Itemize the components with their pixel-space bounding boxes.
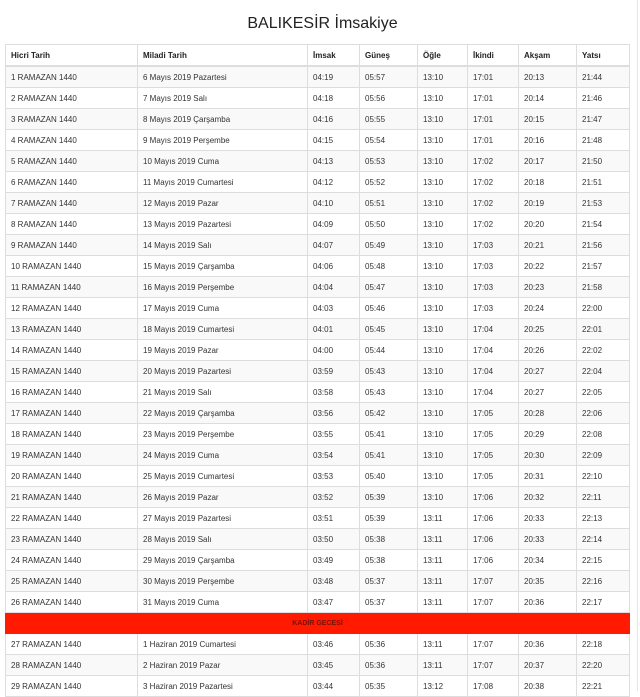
miladi-date-cell: 9 Mayıs 2019 Perşembe: [138, 130, 308, 151]
hicri-date-cell: 26 RAMAZAN 1440: [6, 592, 138, 613]
ikindi-cell: 17:04: [468, 319, 519, 340]
ogle-cell: 13:10: [418, 256, 468, 277]
miladi-date-cell: 19 Mayıs 2019 Pazar: [138, 340, 308, 361]
imsak-cell: 03:44: [308, 676, 360, 697]
miladi-date-cell: 12 Mayıs 2019 Pazar: [138, 193, 308, 214]
ikindi-cell: 17:05: [468, 445, 519, 466]
imsak-cell: 04:13: [308, 151, 360, 172]
imsak-cell: 03:58: [308, 382, 360, 403]
ikindi-cell: 17:01: [468, 66, 519, 88]
table-row: [6, 466, 630, 487]
col-header-ogle: Öğle: [418, 45, 468, 67]
miladi-date-cell: 18 Mayıs 2019 Cumartesi: [138, 319, 308, 340]
gunes-cell: 05:46: [360, 298, 418, 319]
aksam-cell: 20:13: [519, 66, 577, 88]
ogle-cell: 13:10: [418, 235, 468, 256]
yatsi-cell: 22:10: [577, 466, 630, 487]
table-row: [6, 571, 630, 592]
aksam-cell: 20:25: [519, 319, 577, 340]
aksam-cell: 20:27: [519, 382, 577, 403]
hicri-date-cell: 16 RAMAZAN 1440: [6, 382, 138, 403]
miladi-date-cell: 3 Haziran 2019 Pazartesi: [138, 676, 308, 697]
ikindi-cell: 17:04: [468, 382, 519, 403]
ikindi-cell: 17:07: [468, 571, 519, 592]
gunes-cell: 05:51: [360, 193, 418, 214]
miladi-date-cell: 24 Mayıs 2019 Cuma: [138, 445, 308, 466]
gunes-cell: 05:41: [360, 424, 418, 445]
col-header-imsak: İmsak: [308, 45, 360, 67]
imsak-cell: 04:18: [308, 88, 360, 109]
miladi-date-cell: 11 Mayıs 2019 Cumartesi: [138, 172, 308, 193]
table-row: [6, 655, 630, 676]
ogle-cell: 13:10: [418, 109, 468, 130]
miladi-date-cell: 6 Mayıs 2019 Pazartesi: [138, 66, 308, 88]
ikindi-cell: 17:06: [468, 550, 519, 571]
table-row: [6, 550, 630, 571]
yatsi-cell: 22:15: [577, 550, 630, 571]
ogle-cell: 13:11: [418, 550, 468, 571]
aksam-cell: 20:36: [519, 592, 577, 613]
ogle-cell: 13:10: [418, 340, 468, 361]
table-row: [6, 319, 630, 340]
ikindi-cell: 17:02: [468, 193, 519, 214]
miladi-date-cell: 26 Mayıs 2019 Pazar: [138, 487, 308, 508]
gunes-cell: 05:44: [360, 340, 418, 361]
gunes-cell: 05:39: [360, 508, 418, 529]
col-header-gunes: Güneş: [360, 45, 418, 67]
col-header-miladi: Miladi Tarih: [138, 45, 308, 67]
yatsi-cell: 22:11: [577, 487, 630, 508]
yatsi-cell: 22:16: [577, 571, 630, 592]
ikindi-cell: 17:05: [468, 424, 519, 445]
imsak-cell: 04:10: [308, 193, 360, 214]
aksam-cell: 20:22: [519, 256, 577, 277]
yatsi-cell: 22:00: [577, 298, 630, 319]
imsak-cell: 03:59: [308, 361, 360, 382]
imsak-cell: 04:12: [308, 172, 360, 193]
ikindi-cell: 17:07: [468, 655, 519, 676]
imsak-cell: 03:49: [308, 550, 360, 571]
miladi-date-cell: 22 Mayıs 2019 Çarşamba: [138, 403, 308, 424]
hicri-date-cell: 7 RAMAZAN 1440: [6, 193, 138, 214]
miladi-date-cell: 17 Mayıs 2019 Cuma: [138, 298, 308, 319]
ikindi-cell: 17:03: [468, 277, 519, 298]
hicri-date-cell: 4 RAMAZAN 1440: [6, 130, 138, 151]
aksam-cell: 20:21: [519, 235, 577, 256]
aksam-cell: 20:34: [519, 550, 577, 571]
hicri-date-cell: 24 RAMAZAN 1440: [6, 550, 138, 571]
aksam-cell: 20:23: [519, 277, 577, 298]
ogle-cell: 13:10: [418, 445, 468, 466]
gunes-cell: 05:54: [360, 130, 418, 151]
table-row: [6, 487, 630, 508]
ogle-cell: 13:12: [418, 676, 468, 697]
table-row: [6, 676, 630, 697]
hicri-date-cell: 5 RAMAZAN 1440: [6, 151, 138, 172]
table-row: [6, 403, 630, 424]
gunes-cell: 05:47: [360, 277, 418, 298]
table-row: [6, 277, 630, 298]
table-row: [6, 172, 630, 193]
yatsi-cell: 21:48: [577, 130, 630, 151]
aksam-cell: 20:37: [519, 655, 577, 676]
ogle-cell: 13:11: [418, 529, 468, 550]
miladi-date-cell: 29 Mayıs 2019 Çarşamba: [138, 550, 308, 571]
ogle-cell: 13:11: [418, 508, 468, 529]
ogle-cell: 13:10: [418, 361, 468, 382]
hicri-date-cell: 6 RAMAZAN 1440: [6, 172, 138, 193]
aksam-cell: 20:33: [519, 529, 577, 550]
ikindi-cell: 17:07: [468, 592, 519, 613]
yatsi-cell: 22:02: [577, 340, 630, 361]
gunes-cell: 05:38: [360, 550, 418, 571]
gunes-cell: 05:37: [360, 571, 418, 592]
hicri-date-cell: 15 RAMAZAN 1440: [6, 361, 138, 382]
col-header-hicri: Hicri Tarih: [6, 45, 138, 67]
aksam-cell: 20:19: [519, 193, 577, 214]
gunes-cell: 05:56: [360, 88, 418, 109]
imsak-cell: 03:52: [308, 487, 360, 508]
gunes-cell: 05:57: [360, 66, 418, 88]
page-title: BALIKESİR İmsakiye: [247, 15, 398, 32]
hicri-date-cell: 17 RAMAZAN 1440: [6, 403, 138, 424]
table-row: [6, 508, 630, 529]
ikindi-cell: 17:01: [468, 88, 519, 109]
miladi-date-cell: 7 Mayıs 2019 Salı: [138, 88, 308, 109]
yatsi-cell: 21:47: [577, 109, 630, 130]
ogle-cell: 13:11: [418, 655, 468, 676]
table-row: [6, 109, 630, 130]
yatsi-cell: 21:46: [577, 88, 630, 109]
imsak-cell: 03:46: [308, 634, 360, 655]
yatsi-cell: 21:44: [577, 66, 630, 88]
miladi-date-cell: 2 Haziran 2019 Pazar: [138, 655, 308, 676]
ogle-cell: 13:10: [418, 172, 468, 193]
ogle-cell: 13:10: [418, 403, 468, 424]
table-row: [6, 235, 630, 256]
table-row: [6, 256, 630, 277]
imsak-cell: 03:50: [308, 529, 360, 550]
ogle-cell: 13:10: [418, 193, 468, 214]
hicri-date-cell: 11 RAMAZAN 1440: [6, 277, 138, 298]
ikindi-cell: 17:02: [468, 151, 519, 172]
hicri-date-cell: 27 RAMAZAN 1440: [6, 634, 138, 655]
gunes-cell: 05:36: [360, 634, 418, 655]
yatsi-cell: 22:13: [577, 508, 630, 529]
aksam-cell: 20:36: [519, 634, 577, 655]
hicri-date-cell: 22 RAMAZAN 1440: [6, 508, 138, 529]
miladi-date-cell: 15 Mayıs 2019 Çarşamba: [138, 256, 308, 277]
miladi-date-cell: 10 Mayıs 2019 Cuma: [138, 151, 308, 172]
ogle-cell: 13:10: [418, 298, 468, 319]
hicri-date-cell: 28 RAMAZAN 1440: [6, 655, 138, 676]
miladi-date-cell: 16 Mayıs 2019 Perşembe: [138, 277, 308, 298]
ogle-cell: 13:10: [418, 319, 468, 340]
ogle-cell: 13:10: [418, 424, 468, 445]
miladi-date-cell: 30 Mayıs 2019 Perşembe: [138, 571, 308, 592]
imsak-cell: 03:48: [308, 571, 360, 592]
table-row: [6, 130, 630, 151]
aksam-cell: 20:26: [519, 340, 577, 361]
aksam-cell: 20:16: [519, 130, 577, 151]
aksam-cell: 20:15: [519, 109, 577, 130]
ikindi-cell: 17:08: [468, 676, 519, 697]
yatsi-cell: 22:08: [577, 424, 630, 445]
gunes-cell: 05:45: [360, 319, 418, 340]
ogle-cell: 13:11: [418, 592, 468, 613]
table-body: [6, 66, 630, 697]
ikindi-cell: 17:02: [468, 172, 519, 193]
ogle-cell: 13:10: [418, 151, 468, 172]
hicri-date-cell: 23 RAMAZAN 1440: [6, 529, 138, 550]
table-header-row: [6, 45, 630, 67]
ogle-cell: 13:10: [418, 382, 468, 403]
gunes-cell: 05:43: [360, 361, 418, 382]
table-row: [6, 66, 630, 88]
aksam-cell: 20:24: [519, 298, 577, 319]
imsak-cell: 04:01: [308, 319, 360, 340]
yatsi-cell: 22:05: [577, 382, 630, 403]
hicri-date-cell: 8 RAMAZAN 1440: [6, 214, 138, 235]
ogle-cell: 13:10: [418, 487, 468, 508]
imsak-cell: 03:55: [308, 424, 360, 445]
ikindi-cell: 17:02: [468, 214, 519, 235]
hicri-date-cell: 19 RAMAZAN 1440: [6, 445, 138, 466]
miladi-date-cell: 25 Mayıs 2019 Cumartesi: [138, 466, 308, 487]
aksam-cell: 20:27: [519, 361, 577, 382]
table-row: [6, 151, 630, 172]
hicri-date-cell: 2 RAMAZAN 1440: [6, 88, 138, 109]
hicri-date-cell: 25 RAMAZAN 1440: [6, 571, 138, 592]
imsak-cell: 04:03: [308, 298, 360, 319]
miladi-date-cell: 28 Mayıs 2019 Salı: [138, 529, 308, 550]
hicri-date-cell: 10 RAMAZAN 1440: [6, 256, 138, 277]
scroll-edge: [637, 0, 638, 691]
imsak-cell: 04:09: [308, 214, 360, 235]
imsak-cell: 04:06: [308, 256, 360, 277]
hicri-date-cell: 1 RAMAZAN 1440: [6, 66, 138, 88]
gunes-cell: 05:55: [360, 109, 418, 130]
miladi-date-cell: 1 Haziran 2019 Cumartesi: [138, 634, 308, 655]
imsak-cell: 03:53: [308, 466, 360, 487]
gunes-cell: 05:52: [360, 172, 418, 193]
gunes-cell: 05:48: [360, 256, 418, 277]
imsak-cell: 04:19: [308, 66, 360, 88]
hicri-date-cell: 13 RAMAZAN 1440: [6, 319, 138, 340]
ogle-cell: 13:10: [418, 277, 468, 298]
yatsi-cell: 21:51: [577, 172, 630, 193]
yatsi-cell: 22:14: [577, 529, 630, 550]
hicri-date-cell: 12 RAMAZAN 1440: [6, 298, 138, 319]
ikindi-cell: 17:03: [468, 298, 519, 319]
aksam-cell: 20:18: [519, 172, 577, 193]
gunes-cell: 05:39: [360, 487, 418, 508]
miladi-date-cell: 21 Mayıs 2019 Salı: [138, 382, 308, 403]
col-header-aksam: Akşam: [519, 45, 577, 67]
yatsi-cell: 21:50: [577, 151, 630, 172]
gunes-cell: 05:36: [360, 655, 418, 676]
aksam-cell: 20:32: [519, 487, 577, 508]
aksam-cell: 20:17: [519, 151, 577, 172]
ikindi-cell: 17:06: [468, 487, 519, 508]
hicri-date-cell: 3 RAMAZAN 1440: [6, 109, 138, 130]
hicri-date-cell: 20 RAMAZAN 1440: [6, 466, 138, 487]
table-row: [6, 424, 630, 445]
imsak-cell: 04:00: [308, 340, 360, 361]
ikindi-cell: 17:03: [468, 256, 519, 277]
imsak-cell: 04:07: [308, 235, 360, 256]
yatsi-cell: 22:20: [577, 655, 630, 676]
imsak-cell: 04:04: [308, 277, 360, 298]
gunes-cell: 05:38: [360, 529, 418, 550]
table-row: [6, 361, 630, 382]
gunes-cell: 05:35: [360, 676, 418, 697]
yatsi-cell: 21:53: [577, 193, 630, 214]
imsak-cell: 03:54: [308, 445, 360, 466]
hicri-date-cell: 21 RAMAZAN 1440: [6, 487, 138, 508]
yatsi-cell: 22:21: [577, 676, 630, 697]
ikindi-cell: 17:07: [468, 634, 519, 655]
gunes-cell: 05:37: [360, 592, 418, 613]
ikindi-cell: 17:06: [468, 529, 519, 550]
table-row: [6, 193, 630, 214]
yatsi-cell: 22:18: [577, 634, 630, 655]
imsak-cell: 04:16: [308, 109, 360, 130]
table-row: [6, 340, 630, 361]
gunes-cell: 05:49: [360, 235, 418, 256]
ikindi-cell: 17:03: [468, 235, 519, 256]
ogle-cell: 13:10: [418, 88, 468, 109]
table-row: [6, 634, 630, 655]
aksam-cell: 20:33: [519, 508, 577, 529]
miladi-date-cell: 14 Mayıs 2019 Salı: [138, 235, 308, 256]
miladi-date-cell: 23 Mayıs 2019 Perşembe: [138, 424, 308, 445]
ikindi-cell: 17:05: [468, 466, 519, 487]
gunes-cell: 05:40: [360, 466, 418, 487]
aksam-cell: 20:31: [519, 466, 577, 487]
imsak-cell: 04:15: [308, 130, 360, 151]
aksam-cell: 20:29: [519, 424, 577, 445]
yatsi-cell: 22:01: [577, 319, 630, 340]
miladi-date-cell: 20 Mayıs 2019 Pazartesi: [138, 361, 308, 382]
yatsi-cell: 22:04: [577, 361, 630, 382]
yatsi-cell: 22:17: [577, 592, 630, 613]
miladi-date-cell: 31 Mayıs 2019 Cuma: [138, 592, 308, 613]
miladi-date-cell: 13 Mayıs 2019 Pazartesi: [138, 214, 308, 235]
hicri-date-cell: 9 RAMAZAN 1440: [6, 235, 138, 256]
aksam-cell: 20:30: [519, 445, 577, 466]
miladi-date-cell: 8 Mayıs 2019 Çarşamba: [138, 109, 308, 130]
ikindi-cell: 17:05: [468, 403, 519, 424]
hicri-date-cell: 14 RAMAZAN 1440: [6, 340, 138, 361]
aksam-cell: 20:20: [519, 214, 577, 235]
imsakiye-table: [5, 44, 630, 697]
yatsi-cell: 21:54: [577, 214, 630, 235]
special-row-label: KADİR GECESİ: [6, 613, 630, 634]
gunes-cell: 05:42: [360, 403, 418, 424]
special-row: [6, 613, 630, 634]
hicri-date-cell: 29 RAMAZAN 1440: [6, 676, 138, 697]
table-row: [6, 214, 630, 235]
aksam-cell: 20:28: [519, 403, 577, 424]
yatsi-cell: 21:57: [577, 256, 630, 277]
imsak-cell: 03:47: [308, 592, 360, 613]
gunes-cell: 05:43: [360, 382, 418, 403]
imsak-cell: 03:56: [308, 403, 360, 424]
yatsi-cell: 22:06: [577, 403, 630, 424]
col-header-ikindi: İkindi: [468, 45, 519, 67]
miladi-date-cell: 27 Mayıs 2019 Pazartesi: [138, 508, 308, 529]
gunes-cell: 05:53: [360, 151, 418, 172]
ikindi-cell: 17:06: [468, 508, 519, 529]
table-row: [6, 445, 630, 466]
aksam-cell: 20:35: [519, 571, 577, 592]
ogle-cell: 13:11: [418, 634, 468, 655]
yatsi-cell: 22:09: [577, 445, 630, 466]
imsak-cell: 03:51: [308, 508, 360, 529]
table-row: [6, 592, 630, 613]
table-row: [6, 298, 630, 319]
ikindi-cell: 17:04: [468, 361, 519, 382]
ogle-cell: 13:10: [418, 130, 468, 151]
ogle-cell: 13:10: [418, 214, 468, 235]
yatsi-cell: 21:56: [577, 235, 630, 256]
imsak-cell: 03:45: [308, 655, 360, 676]
ogle-cell: 13:10: [418, 466, 468, 487]
ikindi-cell: 17:01: [468, 130, 519, 151]
ikindi-cell: 17:04: [468, 340, 519, 361]
aksam-cell: 20:38: [519, 676, 577, 697]
hicri-date-cell: 18 RAMAZAN 1440: [6, 424, 138, 445]
ikindi-cell: 17:01: [468, 109, 519, 130]
ogle-cell: 13:10: [418, 66, 468, 88]
gunes-cell: 05:50: [360, 214, 418, 235]
table-row: [6, 529, 630, 550]
yatsi-cell: 21:58: [577, 277, 630, 298]
table-row: [6, 88, 630, 109]
table-row: [6, 382, 630, 403]
aksam-cell: 20:14: [519, 88, 577, 109]
ogle-cell: 13:11: [418, 571, 468, 592]
gunes-cell: 05:41: [360, 445, 418, 466]
col-header-yatsi: Yatsı: [577, 45, 630, 67]
